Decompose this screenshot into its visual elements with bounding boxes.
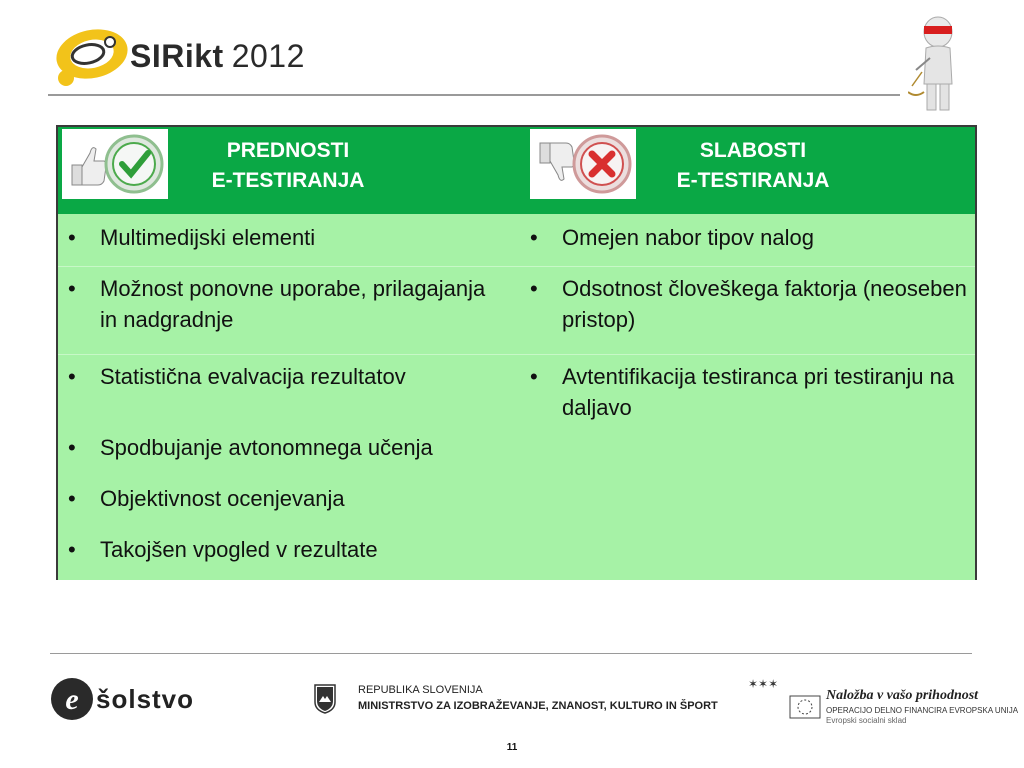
bullet: • [68,364,76,389]
footer-divider [50,653,972,654]
solstvo-text: šolstvo [96,684,195,714]
disadvantage-item [530,273,970,335]
advantages-title-line2: E-TESTIRANJA [211,169,365,192]
table-header [58,127,975,214]
checkmark-icon [106,136,162,192]
eu-subtitle-2: Evropski socialni sklad [826,716,907,725]
disadvantages-title-line1: SLABOSTI [699,139,807,162]
bullet: • [530,276,538,301]
advantages-header [58,127,520,214]
advantage-item [68,534,508,565]
eu-flag-icon [746,676,822,726]
disadvantage-item [530,222,970,253]
bullet: • [68,276,76,301]
advantage-text: Takojšen vpogled v rezultate [100,537,378,562]
disadvantage-text: Omejen nabor tipov nalog [562,225,814,250]
ministry-line1: REPUBLIKA SLOVENIJA [358,684,483,696]
thumbs-down-icon [540,143,575,180]
logo-year: 2012 [231,38,305,74]
svg-text:✶✶✶: ✶✶✶ [748,677,779,691]
eu-funding-logo [746,676,1019,726]
thumbs-up-icon [72,148,107,185]
x-mark-icon [574,136,630,192]
advantage-item [68,361,508,392]
logo-sir: SIR [130,38,185,74]
slovenia-coat-of-arms-icon [314,684,336,714]
disadvantage-text: Avtentifikacija testiranca pri testiranju na daljavo [562,364,955,420]
sirikt-logo-icon [52,24,136,90]
bullet: • [68,537,76,562]
advantage-text: Možnost ponovne uporabe, prilagajanja in nadgradnje [100,276,486,332]
bullet: • [68,225,76,250]
disadvantages-image [530,129,636,199]
disadvantages-title-line2: E-TESTIRANJA [676,169,830,192]
sirikt-logo [48,20,305,90]
comparison-table [56,125,977,580]
disadvantages-header [526,127,977,214]
eu-subtitle-1: OPERACIJO DELNO FINANCIRA EVROPSKA UNIJA [826,706,1019,715]
solstvo-logo [50,676,220,724]
advantage-text: Spodbujanje avtonomnega učenja [100,435,433,460]
advantages-title-line1: PREDNOSTI [226,139,350,162]
row-divider [58,354,975,355]
page-number: 11 [506,742,518,753]
logo-ikt: ikt [184,38,224,74]
ministry-line2: MINISTRSTVO ZA IZOBRAŽEVANJE, ZNANOST, KULTURO IN ŠPORT [358,700,718,712]
disadvantage-item [530,361,970,423]
advantage-item [68,273,508,335]
svg-text:e: e [65,683,79,716]
sirikt-logo-text [130,38,305,75]
header-divider [48,94,900,96]
advantage-item [68,432,508,463]
advantages-title [178,136,398,196]
bullet: • [68,435,76,460]
bullet: • [68,486,76,511]
disadvantages-title [638,136,868,196]
advantages-image [62,129,168,199]
advantage-text: Multimedijski elementi [100,225,316,250]
advantage-item [68,222,508,253]
advantage-text: Statistična evalvacija rezultatov [100,364,406,389]
row-divider [58,266,975,267]
eu-title: Naložba v vašo prihodnost [826,688,979,703]
advantage-item [68,483,508,514]
bullet: • [530,364,538,389]
disadvantage-text: Odsotnost človeškega faktorja (neoseben pristop) [562,276,967,332]
justice-figure-icon [908,14,962,118]
bullet: • [530,225,538,250]
e-logo-icon [50,676,94,722]
advantage-text: Objektivnost ocenjevanja [100,486,345,511]
